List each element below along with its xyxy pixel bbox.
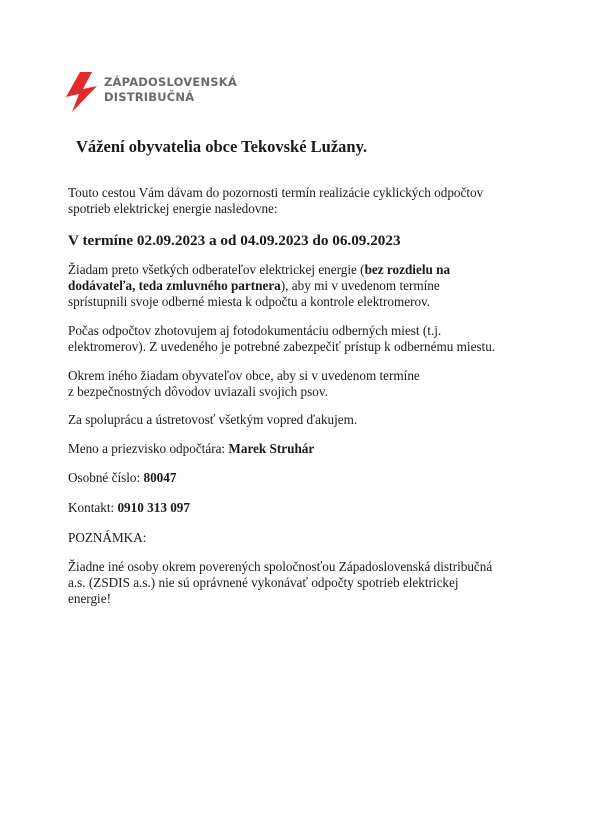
reader-name: Marek Struhár [228,441,315,456]
note-line-2: a.s. (ZSDIS a.s.) nie sú oprávnené vykonávať odpočty spotrieb elektrickej [68,575,459,590]
note-heading-text: POZNÁMKA: [68,530,147,545]
thanks-paragraph [68,412,538,428]
dogs-paragraph [68,368,538,400]
lightning-bolt-icon [66,72,100,112]
intro-line-1: Touto cestou Vám dávam do pozornosti termín realizácie cyklických odpočtov [68,185,484,200]
company-logo [66,72,236,112]
request-line-2 [68,278,538,294]
thanks-line: Za spoluprácu a ústretovosť všetkým vopred ďakujem. [68,412,358,427]
note-line-3: energie! [68,591,111,606]
personal-number-label: Osobné číslo: [68,470,144,485]
personal-number-row [68,470,538,486]
note-heading [68,530,538,546]
request-line-1 [68,262,538,278]
logo-line-2: DISTRIBUČNÁ [104,90,195,104]
note-line-1: Žiadne iné osoby okrem poverených spoločnosťou Západoslovenská distribučná [68,559,493,574]
request-text: Žiadam preto všetkých odberateľov elektrickej energie ( [68,262,365,277]
page-title: Vážení obyvatelia obce Tekovské Lužany. [76,137,368,156]
reading-term: V termíne 02.09.2023 a od 04.09.2023 do 06.09.2023 [68,232,401,249]
contact-label: Kontakt: [68,500,118,515]
request-emphasis-2: dodávateľa, teda zmluvného partnera [68,278,281,293]
dogs-line-1: Okrem iného žiadam obyvateľov obce, aby si v uvedenom termíne [68,368,420,383]
reader-name-row [68,441,538,457]
dogs-line-2: z bezpečnostných dôvodov uviazali svojich psov. [68,384,328,399]
photo-line-1: Počas odpočtov zhotovujem aj fotodokumentáciu odberných miest (t.j. [68,323,442,338]
request-text-2: ), aby mi v uvedenom termíne [280,278,440,293]
intro-paragraph [68,185,538,217]
contact-phone: 0910 313 097 [117,500,190,515]
intro-line-2: spotrieb elektrickej energie nasledovne: [68,201,278,216]
photo-paragraph [68,323,538,355]
request-paragraph [68,262,538,310]
reader-label: Meno a priezvisko odpočtára: [68,441,229,456]
logo-line-1: ZÁPADOSLOVENSKÁ [104,75,237,89]
request-line-3: sprístupnili svoje odberné miesta k odpočtu a kontrole elektromerov. [68,294,431,309]
personal-number-value: 80047 [143,470,177,485]
photo-line-2: elektromerov). Z uvedeného je potrebné zabezpečiť prístup k odbernému miestu. [68,339,496,354]
note-paragraph [68,559,538,607]
contact-row [68,500,538,516]
logo-wordmark [104,75,237,105]
request-emphasis: bez rozdielu na [364,262,451,277]
